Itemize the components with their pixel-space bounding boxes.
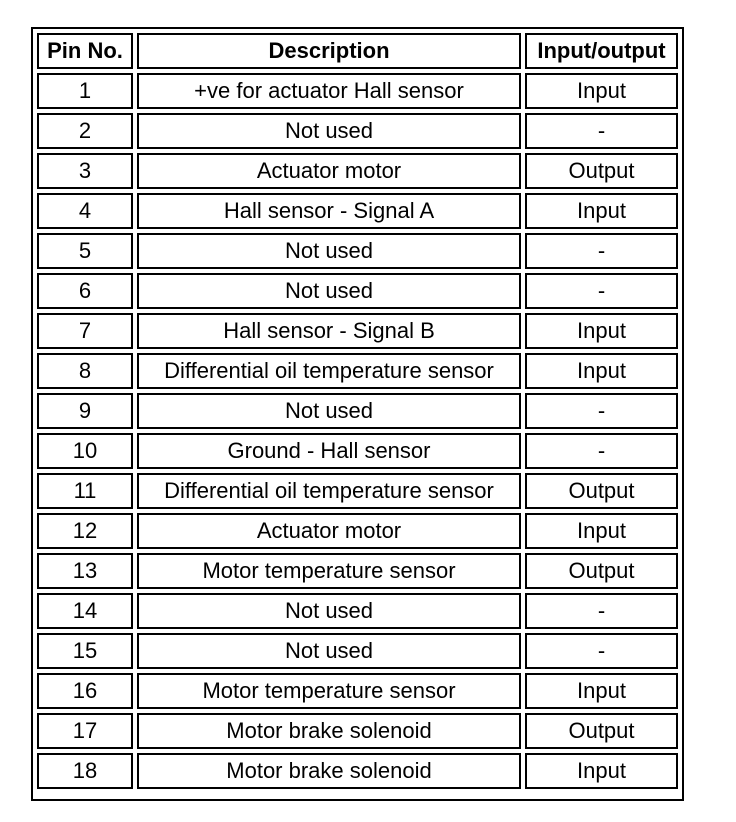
cell-description: Not used xyxy=(137,113,521,149)
cell-input-output: - xyxy=(525,113,678,149)
cell-input-output: Input xyxy=(525,673,678,709)
cell-input-output: - xyxy=(525,233,678,269)
cell-pin-no: 18 xyxy=(37,753,133,789)
cell-input-output: Output xyxy=(525,553,678,589)
cell-description: +ve for actuator Hall sensor xyxy=(137,73,521,109)
cell-pin-no: 6 xyxy=(37,273,133,309)
cell-description: Hall sensor - Signal A xyxy=(137,193,521,229)
cell-description: Differential oil temperature sensor xyxy=(137,353,521,389)
table-row xyxy=(37,633,678,669)
table-row xyxy=(37,513,678,549)
table-row xyxy=(37,593,678,629)
table-row xyxy=(37,73,678,109)
table-row xyxy=(37,113,678,149)
cell-description: Motor temperature sensor xyxy=(137,673,521,709)
cell-input-output: - xyxy=(525,393,678,429)
cell-input-output: Input xyxy=(525,313,678,349)
cell-pin-no: 14 xyxy=(37,593,133,629)
cell-description: Differential oil temperature sensor xyxy=(137,473,521,509)
header-input-output: Input/output xyxy=(525,33,678,69)
cell-pin-no: 17 xyxy=(37,713,133,749)
cell-pin-no: 15 xyxy=(37,633,133,669)
cell-description: Not used xyxy=(137,593,521,629)
table-row xyxy=(37,233,678,269)
cell-description: Not used xyxy=(137,633,521,669)
table-row xyxy=(37,353,678,389)
cell-input-output: - xyxy=(525,433,678,469)
table-row xyxy=(37,313,678,349)
cell-pin-no: 1 xyxy=(37,73,133,109)
cell-description: Motor brake solenoid xyxy=(137,713,521,749)
table-row xyxy=(37,753,678,789)
cell-input-output: - xyxy=(525,273,678,309)
table-row xyxy=(37,713,678,749)
cell-pin-no: 16 xyxy=(37,673,133,709)
cell-pin-no: 11 xyxy=(37,473,133,509)
cell-input-output: Output xyxy=(525,473,678,509)
table-row xyxy=(37,433,678,469)
cell-input-output: Input xyxy=(525,753,678,789)
cell-pin-no: 5 xyxy=(37,233,133,269)
table-row xyxy=(37,553,678,589)
table-row xyxy=(37,153,678,189)
cell-pin-no: 4 xyxy=(37,193,133,229)
cell-input-output: - xyxy=(525,633,678,669)
cell-pin-no: 8 xyxy=(37,353,133,389)
cell-pin-no: 9 xyxy=(37,393,133,429)
cell-description: Not used xyxy=(137,273,521,309)
cell-input-output: Input xyxy=(525,353,678,389)
cell-description: Motor temperature sensor xyxy=(137,553,521,589)
cell-input-output: Output xyxy=(525,713,678,749)
header-description: Description xyxy=(137,33,521,69)
table-header-row xyxy=(37,33,678,69)
cell-input-output: Input xyxy=(525,513,678,549)
cell-input-output: Output xyxy=(525,153,678,189)
cell-pin-no: 12 xyxy=(37,513,133,549)
table-row xyxy=(37,473,678,509)
pin-table xyxy=(33,29,682,793)
cell-pin-no: 2 xyxy=(37,113,133,149)
table-row xyxy=(37,273,678,309)
cell-description: Actuator motor xyxy=(137,153,521,189)
cell-pin-no: 3 xyxy=(37,153,133,189)
cell-pin-no: 10 xyxy=(37,433,133,469)
table-row xyxy=(37,673,678,709)
cell-input-output: Input xyxy=(525,193,678,229)
cell-description: Hall sensor - Signal B xyxy=(137,313,521,349)
cell-input-output: Input xyxy=(525,73,678,109)
table-row xyxy=(37,193,678,229)
header-pin-no: Pin No. xyxy=(37,33,133,69)
cell-description: Motor brake solenoid xyxy=(137,753,521,789)
table-row xyxy=(37,393,678,429)
cell-pin-no: 13 xyxy=(37,553,133,589)
cell-description: Not used xyxy=(137,393,521,429)
cell-description: Not used xyxy=(137,233,521,269)
cell-input-output: - xyxy=(525,593,678,629)
cell-description: Actuator motor xyxy=(137,513,521,549)
cell-description: Ground - Hall sensor xyxy=(137,433,521,469)
cell-pin-no: 7 xyxy=(37,313,133,349)
table-body xyxy=(37,73,678,789)
pin-table-container xyxy=(31,27,684,801)
